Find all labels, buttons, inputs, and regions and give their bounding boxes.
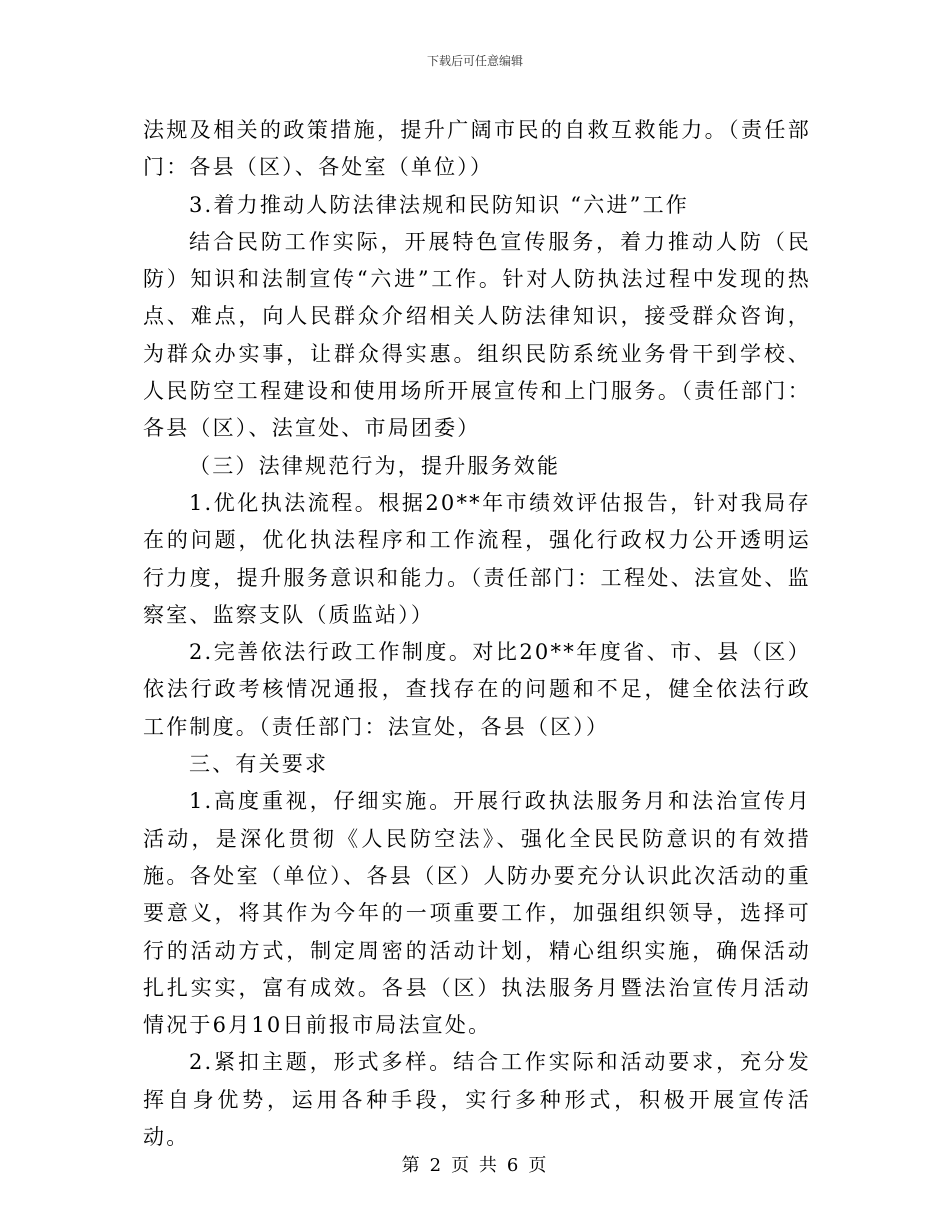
page-header: 下载后可任意编辑	[426, 54, 523, 68]
total-pages-number: 6	[506, 1155, 521, 1176]
footer-suffix: 页	[528, 1155, 549, 1176]
paragraph: 法规及相关的政策措施，提升广阔市民的自救互救能力。（责任部门：各县（区）、各处室（单位））	[143, 118, 811, 180]
paragraph: 1.高度重视，仔细实施。开展行政执法服务月和法治宣传月活动，是深化贯彻《人民防空法》、强化全民民防意识的有效措施。各处室（单位）、各县（区）人防办要充分认识此次活动的重要意义，将其作为今年的一项重要工作，加强组织领导，选择可行的活动方式，制定周密的活动计划，精心组织实施，确保活动扎扎实实，富有成效。各县（区）执法服务月暨法治宣传月活动情况于6月10日前报市局法宣处。	[143, 789, 811, 1038]
section-heading: 三、有关要求	[189, 752, 329, 777]
section-heading: （三）法律规范行为，提升服务效能	[189, 453, 561, 478]
page-footer	[0, 1151, 950, 1177]
paragraph: 结合民防工作实际，开展特色宣传服务，着力推动人防（民防）知识和法制宣传“六进”工作。针对人防执法过程中发现的热点、难点，向人民群众介绍相关人防法律知识，接受群众咨询，为群众办实事，让群众得实惠。组织民防系统业务骨干到学校、人民防空工程建设和使用场所开展宣传和上门服务。（责任部门：各县（区）、法宣处、市局团委）	[143, 229, 811, 441]
footer-prefix: 第	[401, 1155, 422, 1176]
paragraph: 1.优化执法流程。根据20**年市绩效评估报告，针对我局存在的问题，优化执法程序和工作流程，强化行政权力公开透明运行力度，提升服务意识和能力。（责任部门：工程处、法宣处、监察室、监察支队（质监站））	[143, 490, 811, 627]
current-page-number: 2	[429, 1155, 444, 1176]
paragraph: 3.着力推动人防法律法规和民防知识 “六进”工作	[189, 192, 689, 217]
paragraph: 2.紧扣主题，形式多样。结合工作实际和活动要求，充分发挥自身优势，运用各种手段，实行多种形式，积极开展宣传活动。	[143, 1050, 811, 1150]
footer-middle: 页 共	[451, 1155, 499, 1176]
paragraph: 2.完善依法行政工作制度。对比20**年度省、市、县（区）依法行政考核情况通报，查找存在的问题和不足，健全依法行政工作制度。（责任部门：法宣处，各县（区））	[143, 640, 811, 739]
document-body	[143, 112, 811, 1156]
